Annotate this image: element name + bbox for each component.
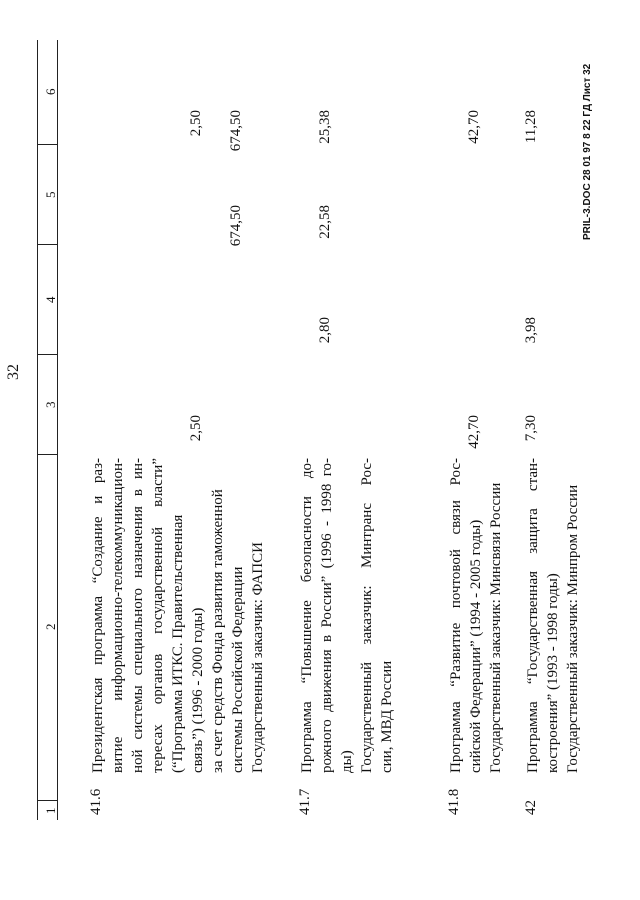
row-text-line: Президентская программа “Создание и раз- <box>90 458 106 773</box>
value-cell-col-5: 674,50 <box>228 205 244 247</box>
row-text-line: сии, МВД России <box>379 660 395 773</box>
row-text-line: Программа “Развитие почтовой связи Рос- <box>448 458 464 773</box>
value-cell-col-3: 42,70 <box>466 415 482 449</box>
footer-stamp: PRIL-3.DOC 28 01 97 8 22 ГД Лист 32 <box>582 63 593 240</box>
value-cell-col-6: 25,38 <box>317 110 333 144</box>
row-text-line: Государственный заказчик: Минпром России <box>565 484 581 773</box>
value-cell-col-5: 22,58 <box>317 205 333 239</box>
col-num: 5 <box>43 191 58 198</box>
col-num: 1 <box>43 807 58 814</box>
col-num: 2 <box>43 623 58 630</box>
row-text-line: костроения” (1993 - 1998 годы) <box>545 573 561 773</box>
value-cell-col-6: 674,50 <box>228 110 244 152</box>
col-divider <box>37 244 57 245</box>
row-text-line: Государственный заказчик: ФАПСИ <box>250 542 266 773</box>
row-text-line: за счет средств Фонда развития таможенной <box>210 489 226 773</box>
value-cell-col-3: 7,30 <box>523 415 539 442</box>
row-text-line: Государственный заказчик: Минсвязи России <box>488 482 504 773</box>
row-number: 41.6 <box>88 788 104 815</box>
page-number: 32 <box>5 364 22 380</box>
value-cell-col-6: 11,28 <box>523 110 539 144</box>
row-text-line: ды) <box>339 750 355 773</box>
col-num: 6 <box>43 88 58 95</box>
header-bottom-rule <box>57 40 58 820</box>
value-cell-col-6: 42,70 <box>466 110 482 144</box>
row-text-line: Государственный заказчик: Минтранс Рос- <box>359 458 375 773</box>
row-text-line: рожного движения в России” (1996 - 1998 го- <box>319 458 335 773</box>
row-text-line: ной системы специального назначения в ин- <box>130 458 146 773</box>
col-divider <box>37 354 57 355</box>
col-divider <box>37 800 57 801</box>
row-text-line: системы Российской Федерации <box>230 566 246 773</box>
row-text-line: связь”) (1996 - 2000 годы) <box>190 607 206 773</box>
col-divider <box>37 454 57 455</box>
row-number: 42 <box>523 800 539 815</box>
row-text-line: (“Программа ИТКС. Правительственная <box>170 514 186 773</box>
value-cell-col-6: 2,50 <box>188 110 204 137</box>
col-num: 3 <box>43 401 58 408</box>
row-text-line: сийской Федерации” (1994 - 2005 годы) <box>468 519 484 773</box>
row-text-line: тересах органов государственной власти” <box>150 458 166 773</box>
value-cell-col-4: 2,80 <box>317 317 333 344</box>
value-cell-col-3: 2,50 <box>188 415 204 442</box>
value-cell-col-4: 3,98 <box>523 317 539 344</box>
row-number: 41.8 <box>446 788 462 815</box>
row-number: 41.7 <box>297 788 313 815</box>
col-divider <box>37 144 57 145</box>
row-text-line: Программа “Государственная защита стан- <box>525 458 541 773</box>
row-text-line: Программа “Повышение безопасности до- <box>299 458 315 773</box>
row-text-line: витие информационно-телекоммуникацион- <box>110 458 126 773</box>
col-num: 4 <box>43 296 58 303</box>
header-top-rule <box>37 40 38 820</box>
